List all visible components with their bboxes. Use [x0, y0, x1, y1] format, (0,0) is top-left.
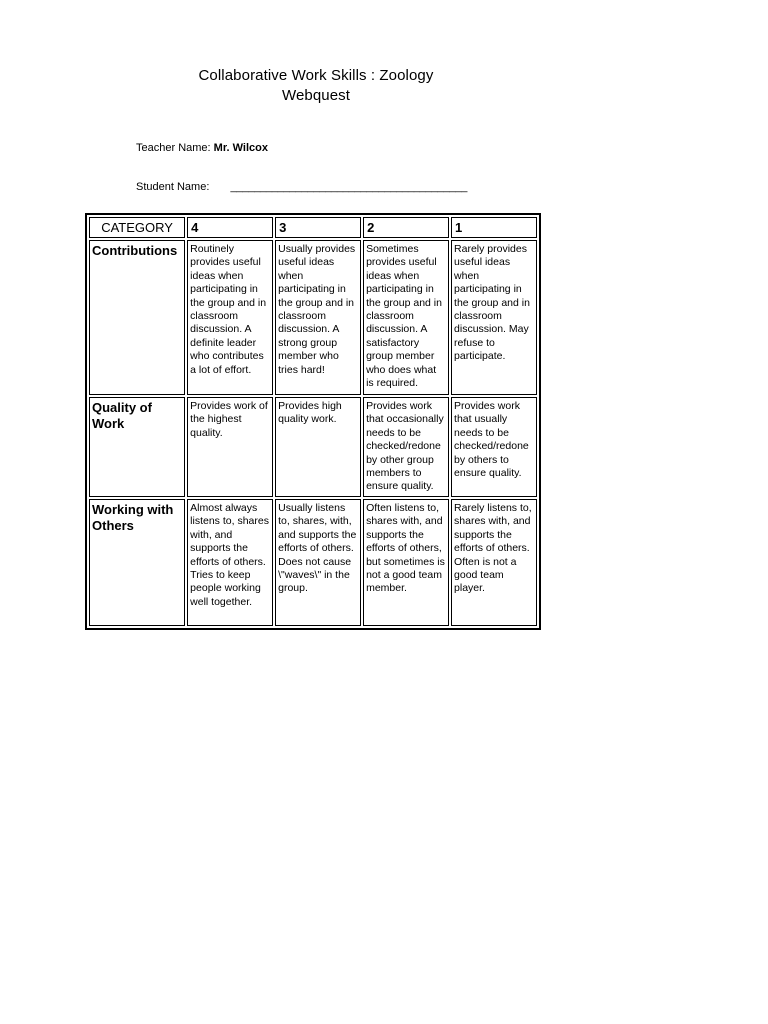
category-quality-of-work: Quality of Work [89, 397, 185, 497]
cell-working-2: Often listens to, shares with, and supports the efforts of others, but sometimes is not a good team member. [363, 499, 449, 626]
cell-working-3: Usually listens to, shares, with, and supports the efforts of others. Does not cause \"waves\" in the group. [275, 499, 361, 626]
header-score-2: 2 [363, 217, 449, 238]
teacher-name-value: Mr. Wilcox [213, 142, 268, 154]
cell-contributions-3: Usually provides useful ideas when participating in the group and in classroom discussion. A strong group member who tries hard! [275, 240, 361, 395]
student-name-line [136, 180, 467, 194]
header-category: CATEGORY [89, 217, 185, 238]
header-score-1: 1 [451, 217, 537, 238]
title-line-1: Collaborative Work Skills : Zoology [198, 67, 434, 84]
cell-quality-4: Provides work of the highest quality. [187, 397, 273, 497]
title-line-2: Webquest [281, 87, 351, 104]
cell-contributions-4: Routinely provides useful ideas when participating in the group and in classroom discussion. A definite leader who contributes a lot of effort. [187, 240, 273, 395]
cell-quality-1: Provides work that usually needs to be checked/redone by others to ensure quality. [451, 397, 537, 497]
rubric-header-row [89, 217, 537, 238]
cell-quality-2: Provides work that occasionally needs to be checked/redone by other group members to ensure quality. [363, 397, 449, 497]
rubric-row-quality-of-work [89, 397, 537, 497]
student-name-label: Student Name: [136, 181, 210, 193]
category-contributions: Contributions [89, 240, 185, 395]
student-name-blank: ________________________________________ [230, 181, 468, 193]
teacher-name-line [136, 141, 268, 155]
rubric-row-working-with-others [89, 499, 537, 626]
cell-quality-3: Provides high quality work. [275, 397, 361, 497]
header-score-3: 3 [275, 217, 361, 238]
cell-working-1: Rarely listens to, shares with, and supports the efforts of others. Often is not a good team player. [451, 499, 537, 626]
teacher-name-label: Teacher Name: [136, 142, 211, 154]
header-score-4: 4 [187, 217, 273, 238]
rubric-table [85, 213, 541, 630]
cell-contributions-1: Rarely provides useful ideas when participating in the group and in classroom discussion. May refuse to participate. [451, 240, 537, 395]
page-title [130, 66, 502, 106]
rubric-row-contributions [89, 240, 537, 395]
category-working-with-others: Working with Others [89, 499, 185, 626]
cell-working-4: Almost always listens to, shares with, and supports the efforts of others. Tries to keep people working well together. [187, 499, 273, 626]
cell-contributions-2: Sometimes provides useful ideas when participating in the group and in classroom discussion. A satisfactory group member who does what is required. [363, 240, 449, 395]
